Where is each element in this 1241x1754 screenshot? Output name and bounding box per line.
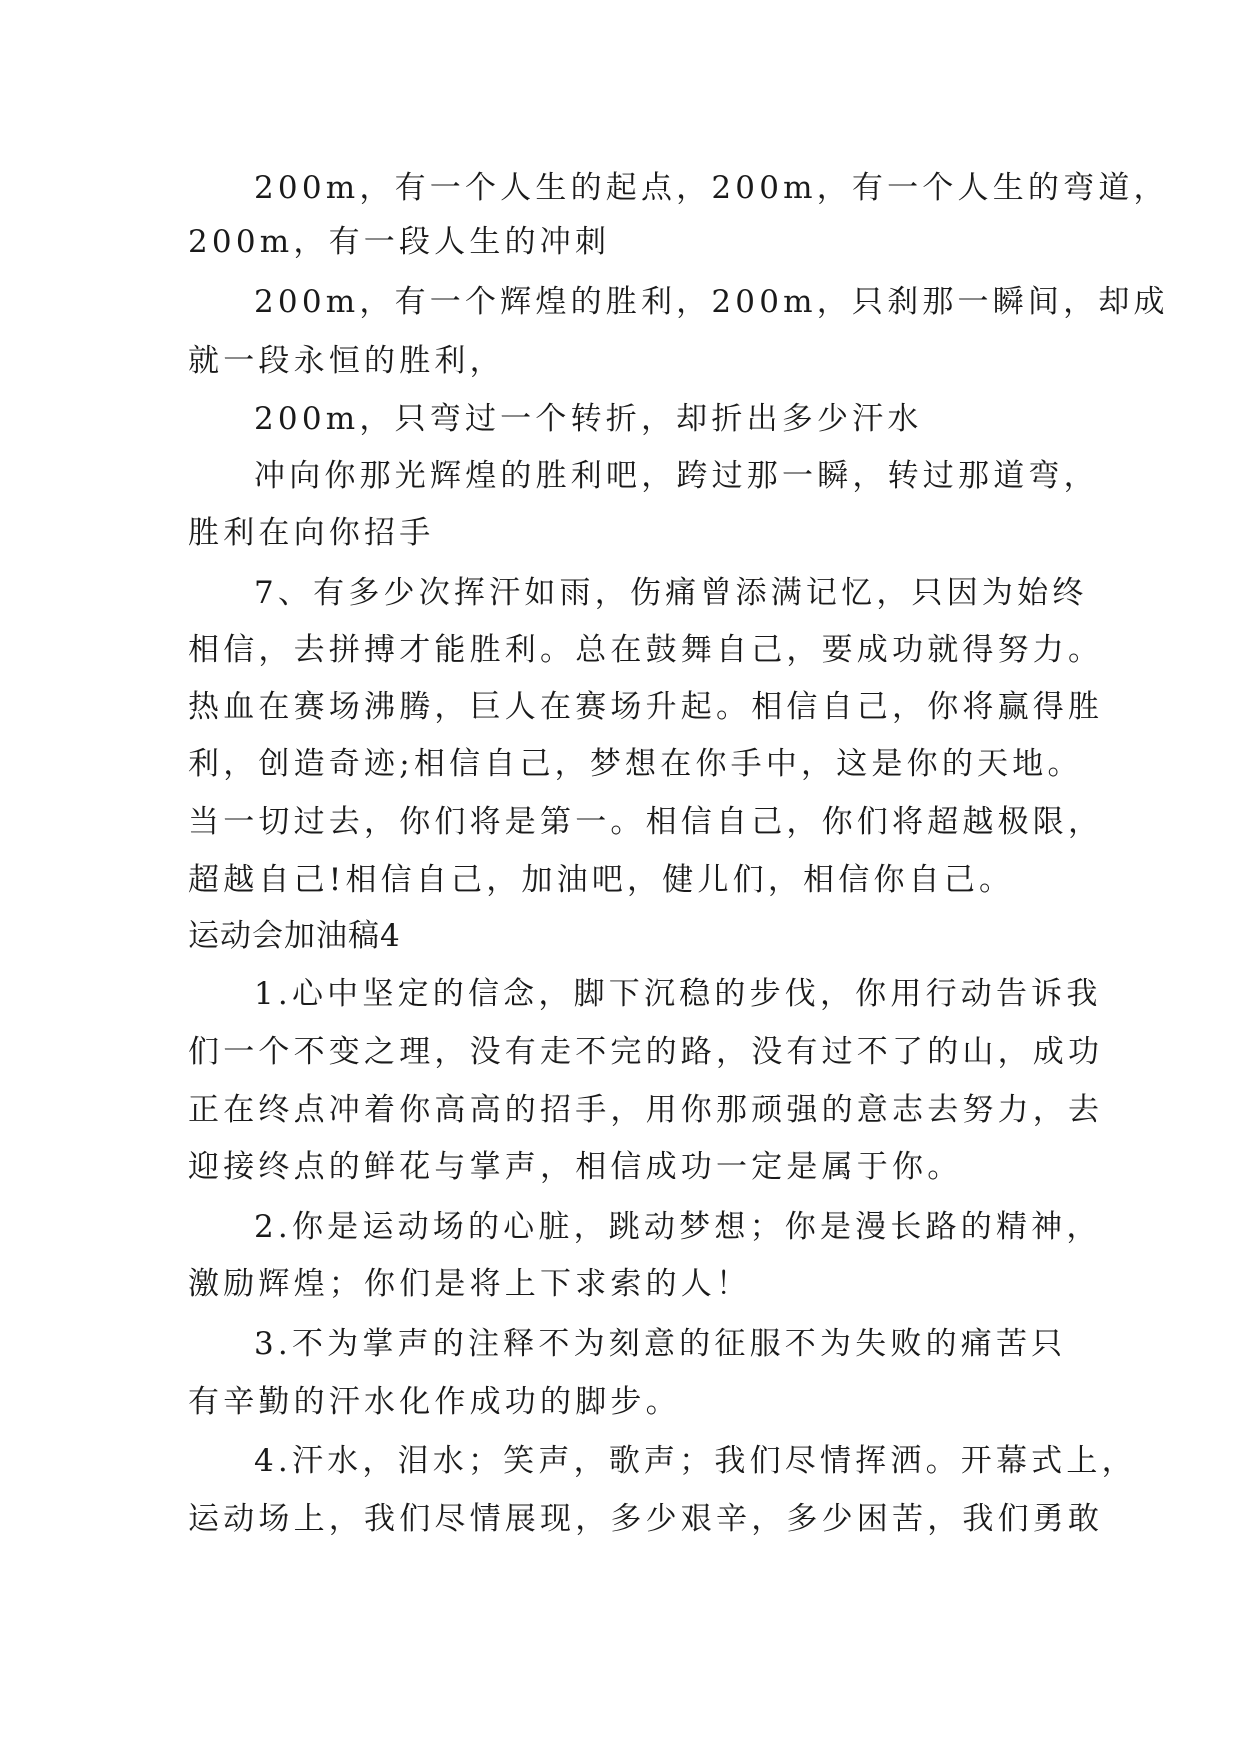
section-heading: 运动会加油稿4 (188, 918, 401, 954)
text-line: 激励辉煌；你们是将上下求索的人！ (188, 1266, 752, 1302)
text-line: 正在终点冲着你高高的招手，用你那顽强的意志去努力，去 (188, 1092, 1104, 1128)
text-line: 们一个不变之理，没有走不完的路，没有过不了的山，成功 (188, 1034, 1104, 1070)
text-line: 运动场上，我们尽情展现，多少艰辛，多少困苦，我们勇敢 (188, 1501, 1104, 1537)
text-line: 超越自己!相信自己，加油吧，健儿们，相信你自己。 (188, 862, 1015, 898)
text-line: 胜利在向你招手 (188, 515, 435, 551)
text-line: 200m，只弯过一个转折，却折出多少汗水 (254, 401, 923, 437)
text-line: 有辛勤的汗水化作成功的脚步。 (188, 1384, 681, 1420)
text-line: 就一段永恒的胜利， (188, 343, 505, 379)
text-line: 4.汗水，泪水；笑声，歌声；我们尽情挥洒。开幕式上， (254, 1443, 1137, 1479)
text-line: 相信，去拼搏才能胜利。总在鼓舞自己，要成功就得努力。 (188, 632, 1104, 668)
text-line: 1.心中坚定的信念，脚下沉稳的步伐，你用行动告诉我 (254, 976, 1102, 1012)
text-line: 2.你是运动场的心脏，跳动梦想；你是漫长路的精神， (254, 1209, 1102, 1245)
text-line: 3.不为掌声的注释不为刻意的征服不为失败的痛苦只 (254, 1326, 1067, 1362)
text-line: 200m，有一段人生的冲刺 (188, 224, 611, 260)
text-line: 当一切过去，你们将是第一。相信自己，你们将超越极限， (188, 804, 1104, 840)
text-line: 冲向你那光辉煌的胜利吧，跨过那一瞬，转过那道弯， (254, 458, 1099, 494)
text-line: 利，创造奇迹;相信自己，梦想在你手中，这是你的天地。 (188, 746, 1083, 782)
text-line: 200m，有一个辉煌的胜利，200m，只刹那一瞬间，却成 (254, 284, 1169, 320)
text-line: 200m，有一个人生的起点，200m，有一个人生的弯道， (254, 170, 1169, 206)
text-line: 迎接终点的鲜花与掌声，相信成功一定是属于你。 (188, 1149, 963, 1185)
text-line: 热血在赛场沸腾，巨人在赛场升起。相信自己，你将赢得胜 (188, 689, 1104, 725)
text-line: 7、有多少次挥汗如雨，伤痛曾添满记忆，只因为始终 (254, 575, 1088, 611)
